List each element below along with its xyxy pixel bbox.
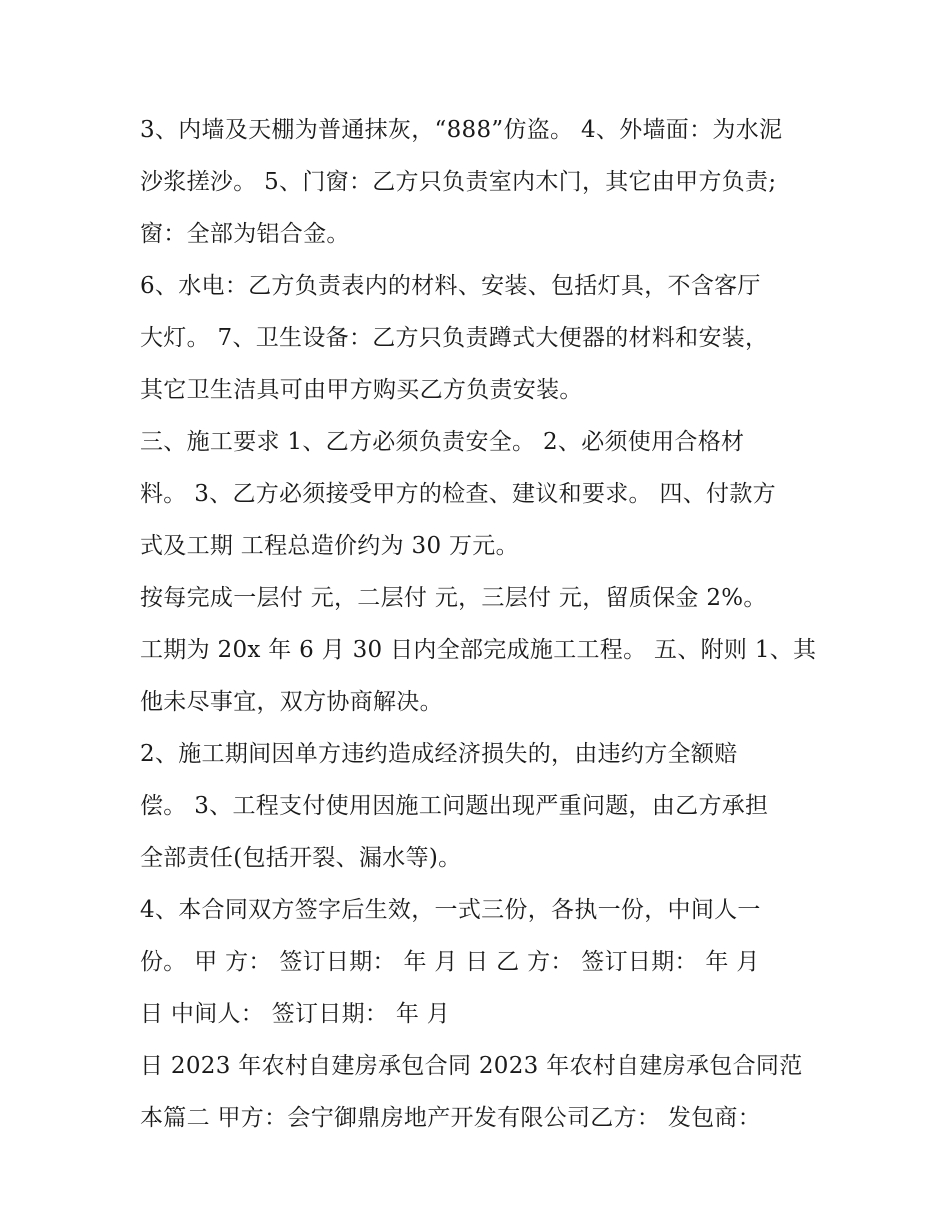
text-line: 4、本合同双方签字后生效，一式三份，各执一份，中间人一 [140, 897, 761, 923]
text-line: 日 2023 年农村自建房承包合同 2023 年农村自建房承包合同范 [140, 1053, 803, 1079]
text-line: 其它卫生洁具可由甲方购买乙方负责安装。 [140, 377, 583, 403]
text-line: 偿。 3、工程支付使用因施工问题出现严重问题，由乙方承担 [140, 793, 769, 819]
text-line: 沙浆搓沙。 5、门窗：乙方只负责室内木门，其它由甲方负责; [140, 169, 777, 195]
text-line: 6、水电：乙方负责表内的材料、安装、包括灯具，不含客厅 [140, 273, 761, 299]
text-line: 大灯。 7、卫生设备：乙方只负责蹲式大便器的材料和安装， [140, 325, 769, 351]
text-line: 按每完成一层付 元，二层付 元，三层付 元，留质保金 2%。 [140, 585, 767, 611]
document-body [140, 104, 830, 1144]
text-line: 料。 3、乙方必须接受甲方的检查、建议和要求。 四、付款方 [140, 481, 776, 507]
text-line: 式及工期 工程总造价约为 30 万元。 [140, 533, 519, 559]
text-line: 工期为 20x 年 6 月 30 日内全部完成施工工程。 五、附则 1、其 [140, 637, 817, 663]
text-line: 窗：全部为铝合金。 [140, 221, 350, 247]
text-line: 2、施工期间因单方违约造成经济损失的，由违约方全额赔 [140, 741, 738, 767]
text-line: 日 中间人： 签订日期： 年 月 [140, 1001, 451, 1027]
text-line: 本篇二 甲方：会宁御鼎房地产开发有限公司乙方： 发包商： [140, 1105, 762, 1131]
text-line: 他未尽事宜，双方协商解决。 [140, 689, 443, 715]
text-line: 全部责任(包括开裂、漏水等)。 [140, 845, 462, 871]
text-line: 三、施工要求 1、乙方必须负责安全。 2、必须使用合格材 [140, 429, 745, 455]
text-line: 3、内墙及天棚为普通抹灰，“888”仿盗。 4、外墙面：为水泥 [140, 117, 783, 143]
text-line: 份。 甲 方： 签订日期： 年 月 日 乙 方： 签订日期： 年 月 [140, 949, 760, 975]
